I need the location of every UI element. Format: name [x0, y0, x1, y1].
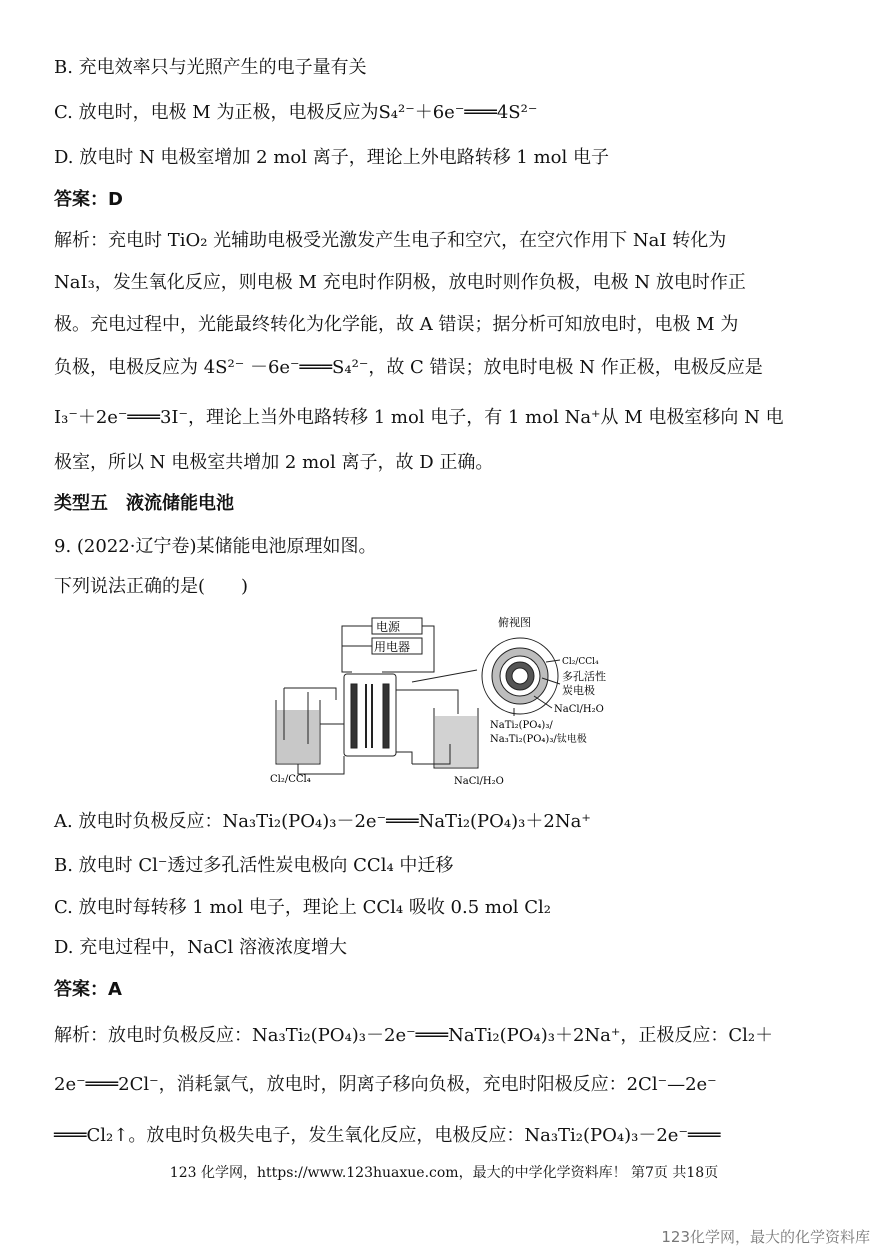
label-porous-2: 炭电极 [562, 684, 595, 697]
battery-diagram [262, 604, 632, 790]
analysis-line-3: ═══Cl₂↑。放电时负极失电子，发生氧化反应，电极反应：Na₃Ti₂(PO₄)₃－2e⁻═══ [54, 1125, 721, 1146]
electrode-right [383, 684, 389, 748]
device-label: 用电器 [374, 640, 411, 654]
analysis-prev-line-2: NaI₃，发生氧化反应，则电极 M 充电时作阴极，放电时则作负极，电极 N 放电时作正 [54, 272, 746, 293]
question-9-prompt: 下列说法正确的是( ) [54, 576, 249, 597]
analysis-prev-line-1: 解析：充电时 TiO₂ 光辅助电极受光激发产生电子和空穴，在空穴作用下 NaI 转化为 [54, 230, 727, 251]
label-nacl-h2o-right: NaCl/H₂O [554, 704, 604, 715]
label-ti-2: Na₃Ti₂(PO₄)₃/钛电极 [490, 734, 587, 745]
option-b: B. 放电时 Cl⁻透过多孔活性炭电极向 CCl₄ 中迁移 [54, 855, 454, 876]
section-heading: 类型五 液流储能电池 [54, 493, 234, 514]
page-footer: 123 化学网，https://www.123huaxue.com，最大的中学化学资料库！ 第7页 共18页 [169, 1165, 719, 1181]
label-ti-1: NaTi₂(PO₄)₃/ [490, 720, 553, 731]
option-d-prev: D. 放电时 N 电极室增加 2 mol 离子，理论上外电路转移 1 mol 电子 [54, 147, 609, 168]
topview-label: 俯视图 [498, 616, 531, 629]
watermark: 123化学网，最大的化学资料库 [661, 1228, 870, 1246]
answer: 答案：A [54, 979, 122, 1000]
label-cl2-ccl4-right: Cl₂/CCl₄ [562, 657, 599, 667]
analysis-prev-line-5: I₃⁻＋2e⁻═══3I⁻，理论上当外电路转移 1 mol 电子，有 1 mol Na⁺从 M 电极室移向 N 电 [54, 407, 784, 428]
option-b-prev: B. 充电效率只与光照产生的电子量有关 [54, 57, 367, 78]
electrode-left [351, 684, 357, 748]
analysis-line-2: 2e⁻═══2Cl⁻，消耗氯气，放电时，阴离子移向负极，充电时阳极反应：2Cl⁻—2e⁻ [54, 1074, 717, 1095]
label-cl2-ccl4-left: Cl₂/CCl₄ [270, 774, 311, 785]
analysis-prev-line-4: 负极，电极反应为 4S²⁻ －6e⁻═══S₄²⁻，故 C 错误；放电时电极 N 作正极，电极反应是 [54, 357, 763, 378]
analysis-prev-line-6: 极室，所以 N 电极室共增加 2 mol 离子，故 D 正确。 [54, 452, 494, 473]
option-d: D. 充电过程中，NaCl 溶液浓度增大 [54, 937, 347, 958]
question-9-stem: 9. (2022·辽宁卷)某储能电池原理如图。 [54, 536, 377, 557]
option-a: A. 放电时负极反应：Na₃Ti₂(PO₄)₃－2e⁻═══NaTi₂(PO₄)₃＋2Na⁺ [54, 811, 591, 832]
power-label: 电源 [376, 620, 401, 634]
option-c-prev: C. 放电时，电极 M 为正极，电极反应为S₄²⁻＋6e⁻═══4S²⁻ [54, 102, 538, 123]
analysis-prev-line-3: 极。充电过程中，光能最终转化为化学能，故 A 错误；据分析可知放电时，电极 M 为 [54, 314, 739, 335]
label-porous-1: 多孔活性 [562, 670, 606, 683]
analysis-line-1: 解析：放电时负极反应：Na₃Ti₂(PO₄)₃－2e⁻═══NaTi₂(PO₄)₃＋2Na⁺，正极反应：Cl₂＋ [54, 1025, 774, 1046]
option-c: C. 放电时每转移 1 mol 电子，理论上 CCl₄ 吸收 0.5 mol Cl₂ [54, 897, 552, 918]
label-nacl-h2o-bottom: NaCl/H₂O [454, 776, 504, 787]
answer-prev: 答案：D [54, 189, 123, 210]
